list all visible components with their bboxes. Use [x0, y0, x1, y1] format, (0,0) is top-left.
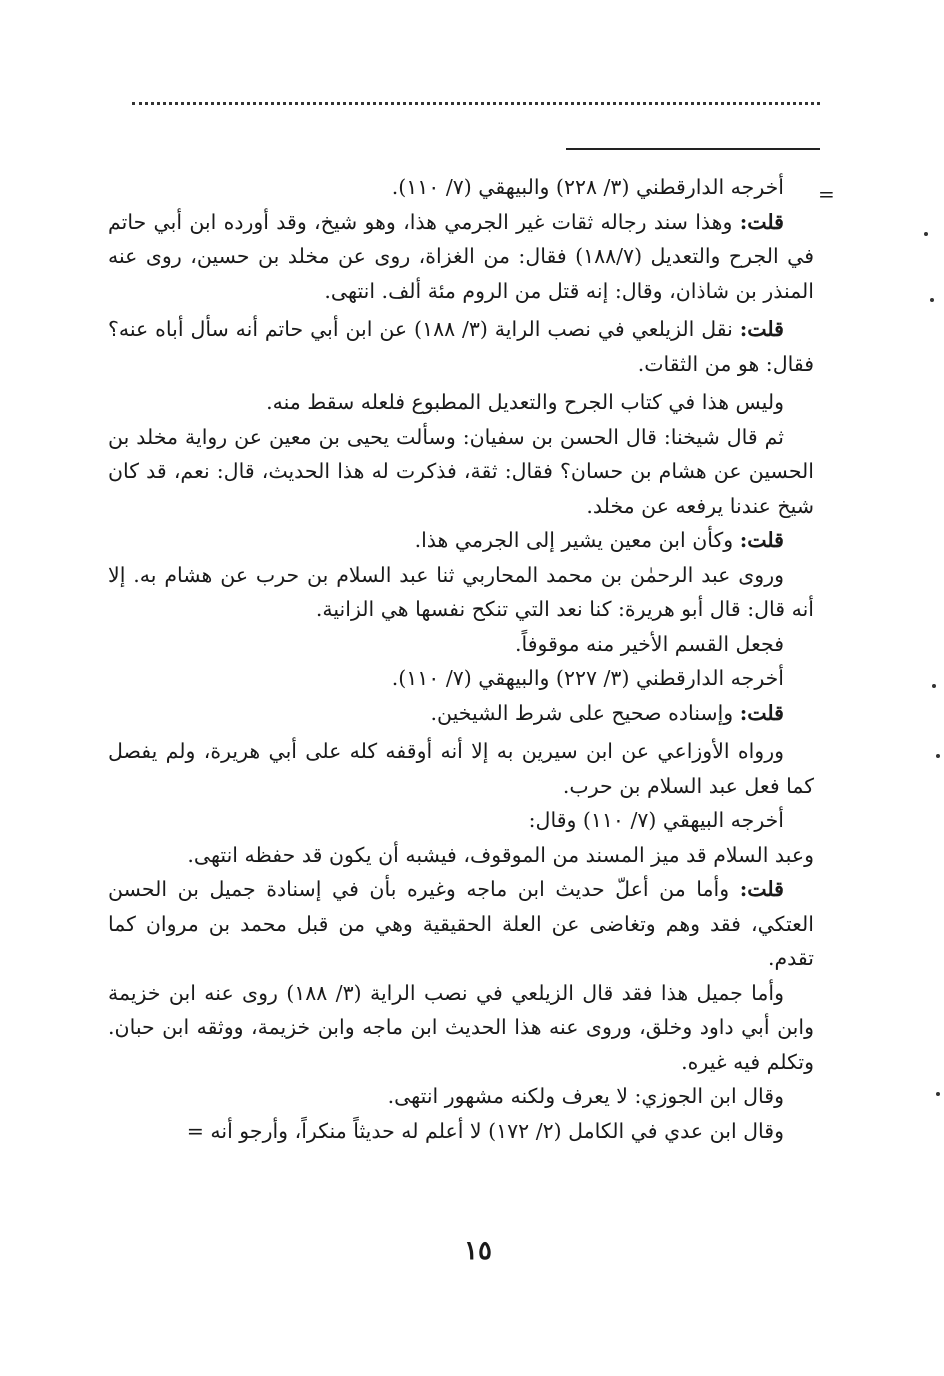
paragraph-text: وهذا سند رجاله ثقات غير الجرمي هذا، وهو شيخ، وقد أورده ابن أبي حاتم في الجرح والتعديل (١٨٨/٧) فقال: من الغزاة، روى عن مخلد بن حسين، روى عنه المنذر بن شاذان، وقال: إنه قتل من الروم مئة ألف. انتهى.	[108, 209, 814, 303]
paragraph	[108, 312, 814, 381]
paragraph	[108, 838, 814, 873]
paragraph-text: فجعل القسم الأخير منه موقوفاً.	[515, 631, 784, 656]
paragraph	[108, 385, 814, 420]
paragraph	[108, 420, 814, 524]
paragraph-text: وقال ابن عدي في الكامل (٢/ ١٧٢) لا أعلم له حديثاً منكراً، وأرجو أنه =	[186, 1118, 784, 1143]
paragraph	[108, 661, 814, 696]
paragraph-text: أخرجه الدارقطني (٣/ ٢٢٧) والبيهقي (٧/ ١١٠).	[391, 666, 784, 690]
paragraph-label: قلت:	[739, 877, 784, 901]
paragraph-label: قلت:	[739, 209, 784, 234]
margin-mark	[932, 684, 936, 688]
paragraph-label: قلت:	[739, 700, 784, 725]
paragraph-text: نقل الزيلعي في نصب الراية (٣/ ١٨٨) عن ابن أبي حاتم أنه سأل أباه عنه؟ فقال: هو من الثقات.	[108, 317, 814, 376]
page-number: ١٥	[464, 1236, 492, 1266]
paragraph-text: وأما جميل هذا فقد قال الزيلعي في نصب الراية (٣/ ١٨٨) روى عنه ابن خزيمة وابن أبي داود وخلق، وروى عنه هذا الحديث ابن ماجه وابن خزيمة، ووثقه ابن حبان. وتكلم فيه غيره.	[108, 980, 814, 1074]
paragraph	[108, 558, 814, 627]
margin-mark	[936, 1092, 940, 1096]
paragraph-label: قلت:	[739, 528, 784, 552]
paragraph-text: ورواه الأوزاعي عن ابن سيرين به إلا أنه أوقفه كله على أبي هريرة، ولم يفصل كما فعل عبد السلام بن حرب.	[108, 739, 814, 798]
paragraph-text: وقال ابن الجوزي: لا يعرف ولكنه مشهور انتهى.	[387, 1084, 784, 1108]
margin-mark	[936, 754, 940, 758]
paragraph-label: قلت:	[739, 317, 784, 341]
paragraph	[108, 627, 814, 662]
paragraph-text: وروى عبد الرحمٰن بن محمد المحاربي ثنا عبد السلام بن حرب عن هشام به. إلا أنه قال: قال أبو هريرة: كنا نعد التي تنكح نفسها هي الزانية.	[108, 562, 814, 621]
paragraph-text: وعبد السلام قد ميز المسند من الموقوف، فيشبه أن يكون قد حفظه انتهى.	[187, 842, 814, 867]
paragraph	[108, 205, 814, 309]
footnote-separator-rule	[566, 148, 820, 150]
paragraph-text: أخرجه الدارقطني (٣/ ٢٢٨) والبيهقي (٧/ ١١٠).	[391, 175, 784, 199]
margin-mark	[924, 232, 928, 236]
paragraph	[108, 1114, 814, 1149]
paragraph-text: وإسناده صحيح على شرط الشيخين.	[430, 700, 734, 725]
footnote-text	[108, 170, 814, 1148]
paragraph	[108, 523, 814, 558]
paragraph	[108, 803, 814, 838]
paragraph	[108, 734, 814, 803]
paragraph	[108, 1079, 814, 1114]
paragraph-text: ثم قال شيخنا: قال الحسن بن سفيان: وسألت يحيى بن معين عن رواية مخلد بن الحسين عن هشام بن حسان؟ فقال: ثقة، فذكرت له هذا الحديث، قال: نعم، قد كان شيخ عندنا يرفعه عن مخلد.	[108, 424, 814, 518]
paragraph-text: وليس هذا في كتاب الجرح والتعديل المطبوع فلعله سقط منه.	[266, 390, 784, 414]
paragraph	[108, 976, 814, 1080]
header-dotted-line	[132, 92, 820, 105]
paragraph	[108, 872, 814, 976]
continuation-mark: =	[818, 182, 835, 206]
paragraph-text: أخرجه البيهقي (٧/ ١١٠) وقال:	[528, 808, 784, 832]
paragraph	[108, 696, 814, 731]
paragraph-text: وكأن ابن معين يشير إلى الجرمي هذا.	[414, 528, 734, 552]
margin-mark	[930, 298, 934, 302]
paragraph	[108, 170, 814, 205]
paragraph-text: وأما من أعلّ حديث ابن ماجه وغيره بأن في إسنادة جميل بن الحسن العتكي، فقد وهم وتغاضى عن العلة الحقيقية وهي من قبل محمد بن مروان كما تقدم.	[108, 877, 814, 970]
